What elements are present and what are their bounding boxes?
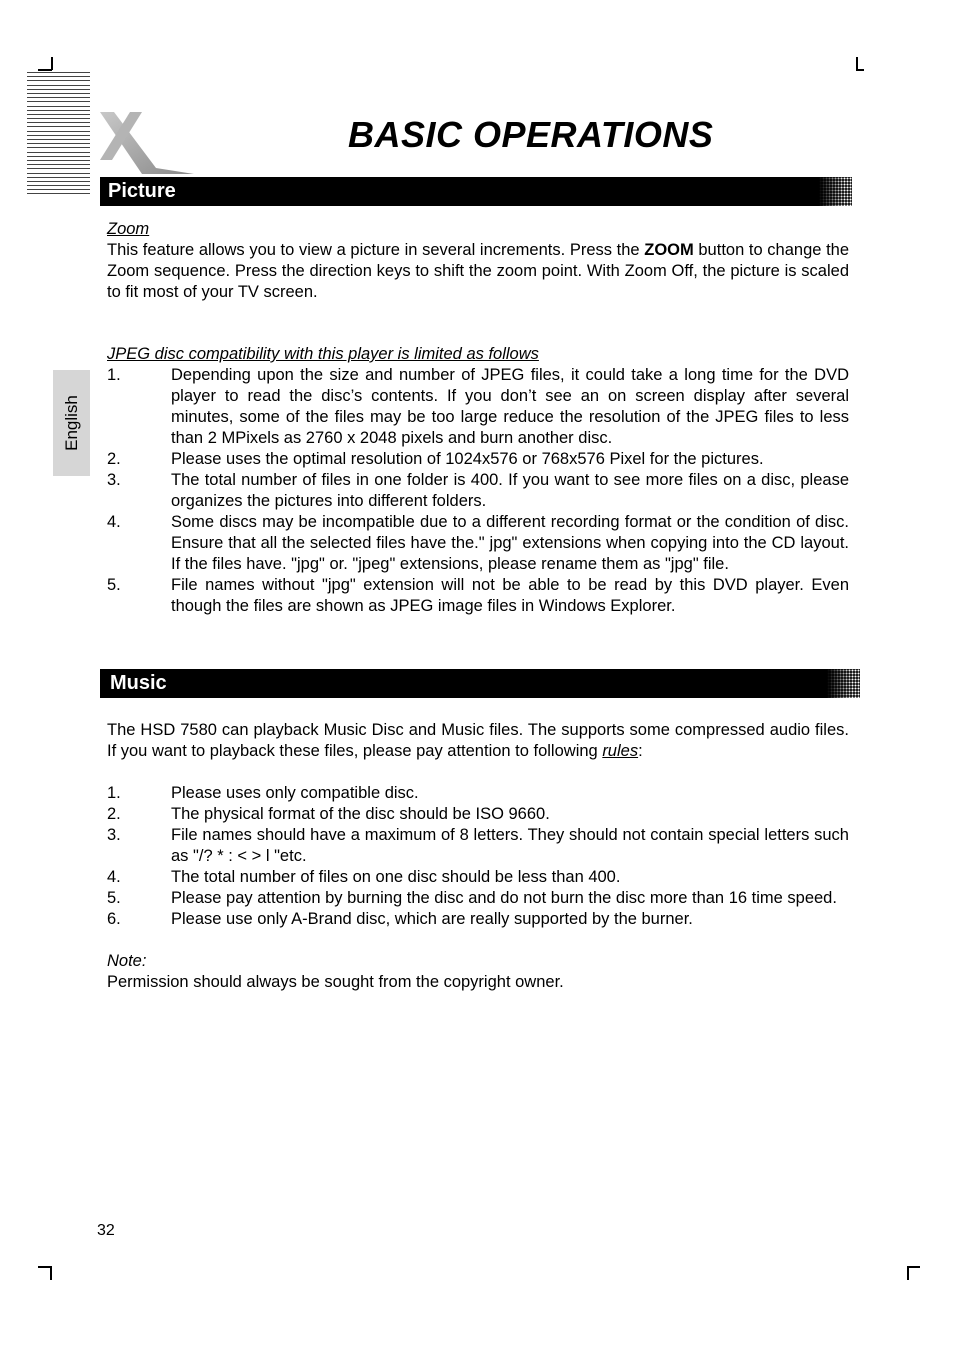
list-item: 4. Some discs may be incompatible due to a different recording format or the condition of disc. Ensure that all the selected files have the." jpg" extensions when copying into the CD layout. If the files have. "jpg" or. "jpeg" extensions, please rename them as "jpg" file. [107,513,849,573]
music-list [107,783,849,930]
crop-mark-bottom-left-v [50,1266,52,1280]
note-text: Permission should always be sought from the copyright owner. [107,973,564,991]
list-item: 6. Please use only A-Brand disc, which are really supported by the burner. [107,910,693,928]
picture-zoom-block [107,219,849,303]
page-title: BASIC OPERATIONS [348,114,714,155]
language-tab [53,370,90,476]
decorative-stripes [27,72,90,200]
list-item: 2. Please uses the optimal resolution of 1024x576 or 768x576 Pixel for the pictures. [107,450,764,468]
rules-link: rules [602,742,639,760]
list-item: 5. Please pay attention by burning the disc and do not burn the disc more than 16 time speed. [107,889,837,907]
note-heading: Note: [107,952,147,970]
section-heading-picture: Picture [108,180,176,202]
jpeg-compat-block [107,344,849,617]
list-item: 2. The physical format of the disc should be ISO 9660. [107,805,550,823]
list-item: 1. Please uses only compatible disc. [107,784,419,802]
music-block [107,720,849,993]
list-item: 5. File names without "jpg" extension will not be able to be read by this DVD player. Even though the files are shown as JPEG image files in Windows Explorer. [107,576,849,615]
crop-mark-bottom-right-v [907,1266,909,1280]
section-bar-picture [100,177,852,206]
crop-mark-bottom-right [907,1266,920,1268]
list-item: 3. The total number of files in one folder is 400. If you want to see more files on a disc, please organizes the pictures into different folders. [107,471,849,510]
dot-pattern [819,177,855,206]
crop-mark-top-left [38,69,52,71]
crop-mark-top-left-v [51,57,53,70]
dot-pattern [827,669,863,698]
list-item: 4. The total number of files on one disc should be less than 400. [107,868,621,886]
zoom-paragraph: This feature allows you to view a picture in several increments. Press the ZOOM button to change the Zoom sequence. Press the direction keys to shift the zoom point. With Zoom Off, the picture is scaled to fit most of your TV screen. [107,241,850,301]
music-intro: The HSD 7580 can playback Music Disc and Music files. The supports some compressed audio files. If you want to playback these files, please pay attention to following rules: [107,721,849,760]
list-item: 3. File names should have a maximum of 8 letters. They should not contain special letters such as "/? * : < > l "etc. [107,826,849,865]
list-item: 1. Depending upon the size and number of JPEG files, it could take a long time for the DVD player to read the disc’s contents. If you don’t see an on screen display after several minutes, some of the files may be too large reduce the resolution of the JPEG files to less than 2 MPixels as 2760 x 2048 pixels and burn another disc. [107,366,849,447]
brand-x-logo-icon [96,110,196,176]
crop-mark-top-right-h [856,69,864,71]
jpeg-list [107,365,849,617]
jpeg-heading: JPEG disc compatibility with this player is limited as follows [107,345,539,363]
section-bar-music [100,669,860,698]
language-tab-label: English [61,395,81,451]
section-heading-music: Music [110,672,167,694]
zoom-button-name: ZOOM [644,241,694,259]
zoom-heading: Zoom [107,220,150,238]
page-number: 32 [97,1222,115,1239]
